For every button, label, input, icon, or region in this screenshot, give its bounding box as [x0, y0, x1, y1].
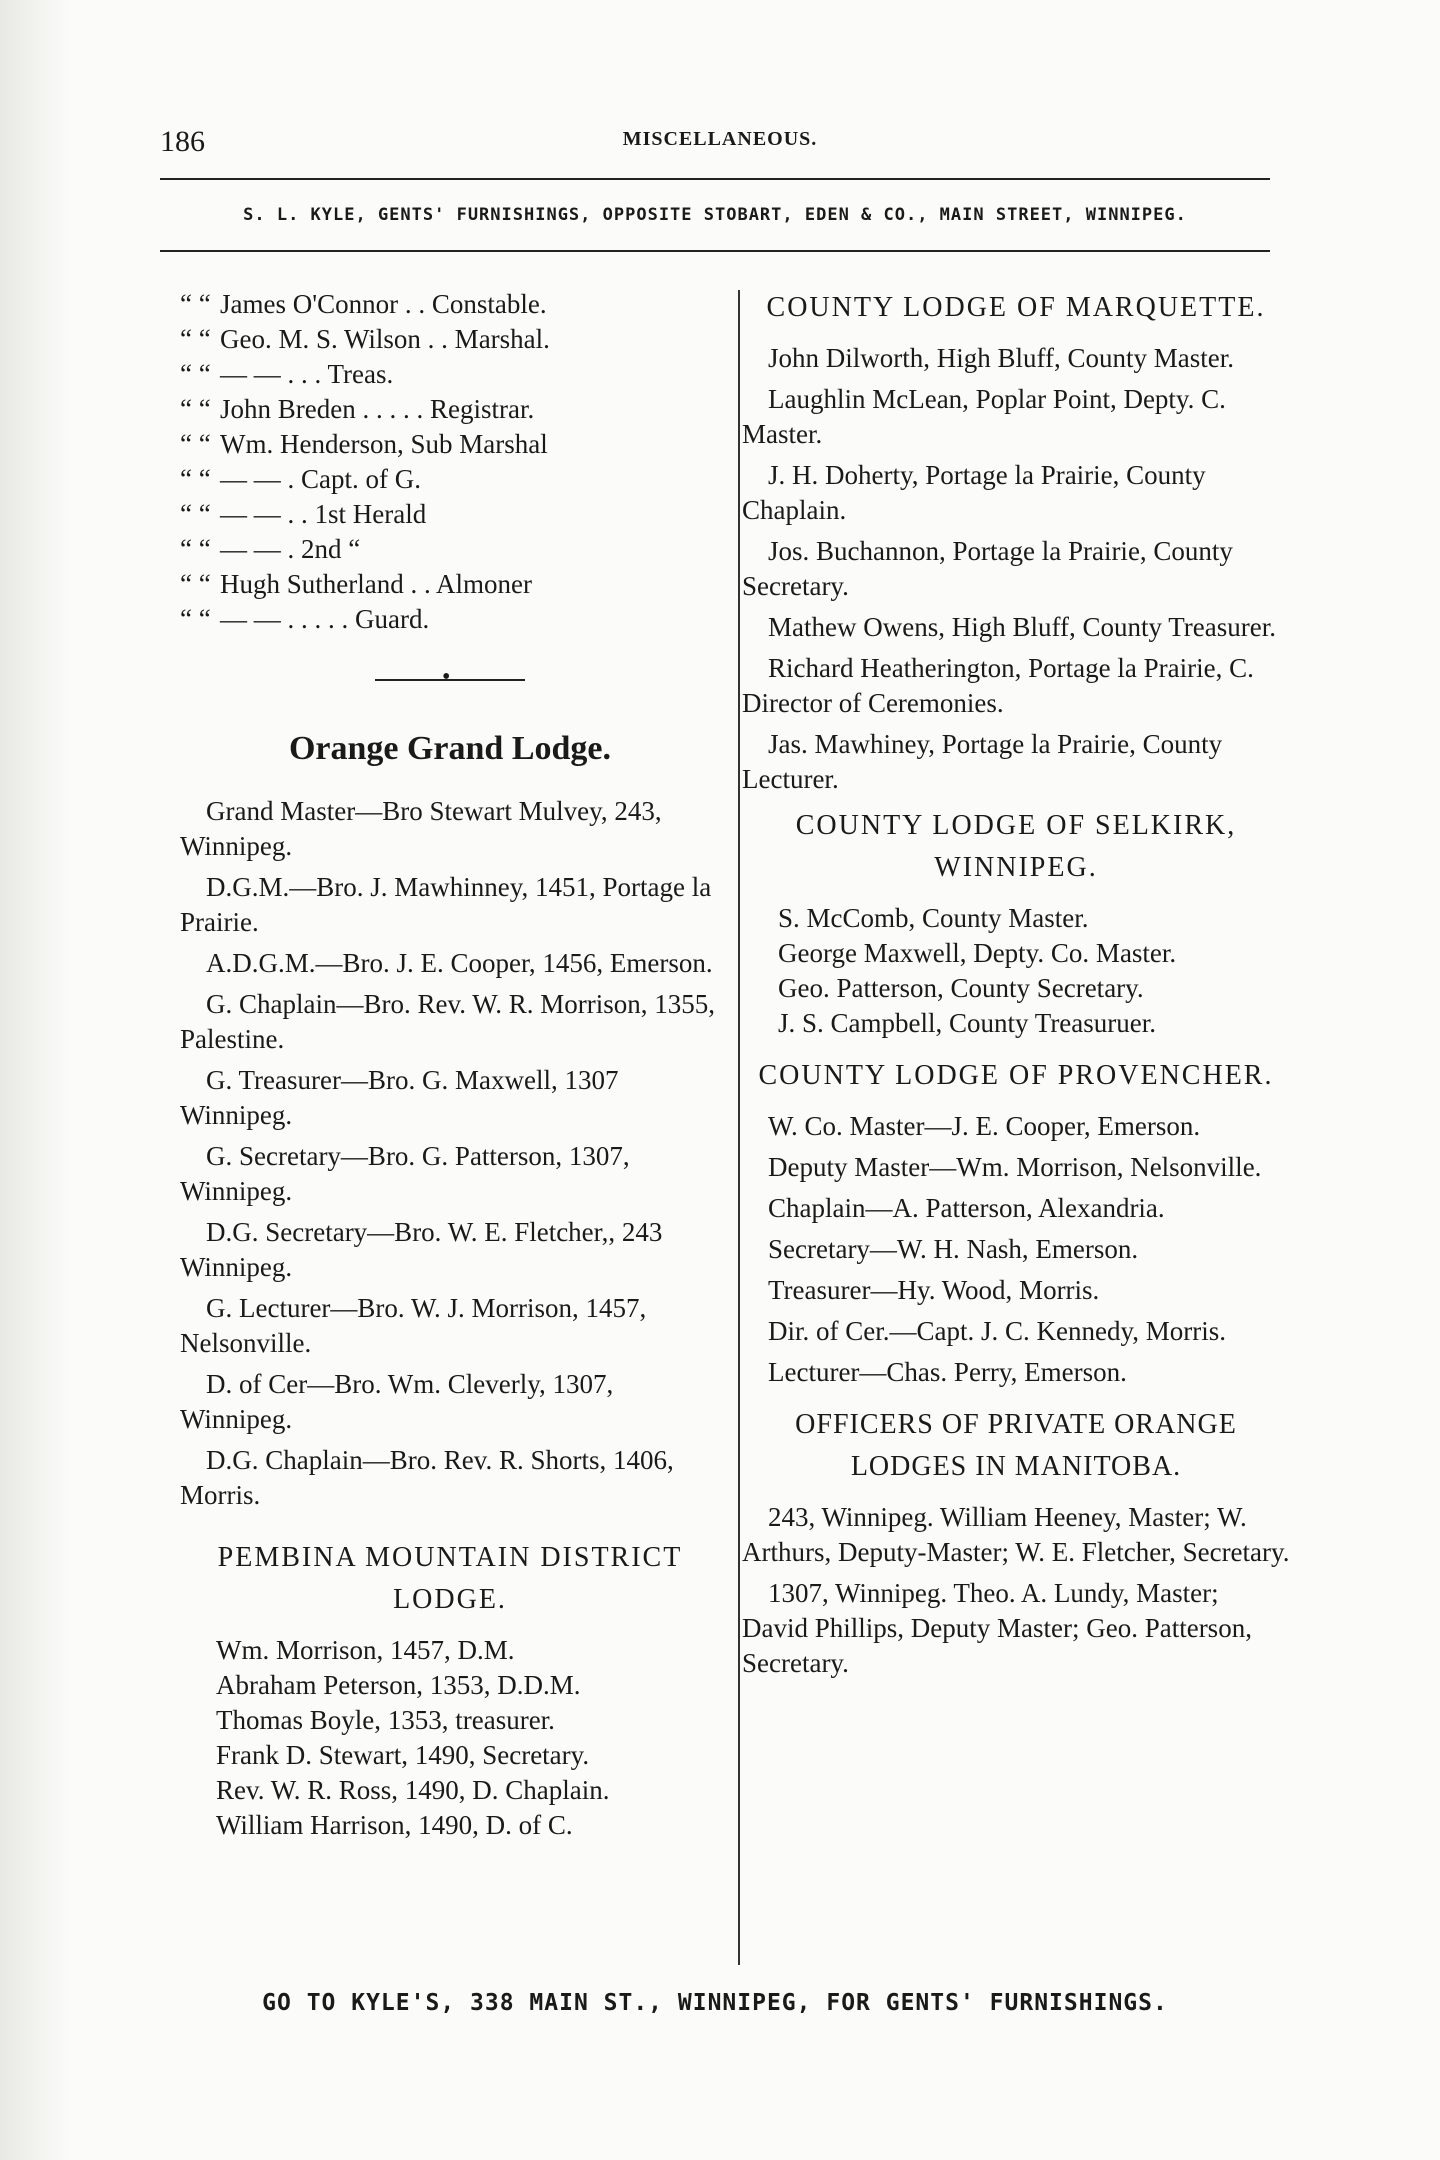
grand-lodge-entry: A.D.G.M.—Bro. J. E. Cooper, 1456, Emerson.	[206, 948, 713, 978]
officer-name: Hugh Sutherland . . Almoner	[220, 569, 532, 599]
marquette-list	[742, 341, 1290, 797]
ditto-mark: “ “	[180, 569, 211, 599]
officer-row	[180, 322, 720, 357]
marquette-entry: Jos. Buchannon, Portage la Prairie, County Secretary.	[742, 536, 1233, 601]
officer-row	[180, 392, 720, 427]
grand-lodge-entry: D.G. Chaplain—Bro. Rev. R. Shorts, 1406, Morris.	[180, 1445, 674, 1510]
provencher-entry: Secretary—W. H. Nash, Emerson.	[768, 1234, 1139, 1264]
ditto-mark: “ “	[180, 534, 211, 564]
section-separator	[375, 679, 525, 701]
provencher-entry: W. Co. Master—J. E. Cooper, Emerson.	[768, 1111, 1201, 1141]
marquette-entry: Mathew Owens, High Bluff, County Treasurer.	[768, 612, 1276, 642]
selkirk-entry: S. McComb, County Master.	[778, 903, 1089, 933]
advert-top: S. L. KYLE, GENTS' FURNISHINGS, OPPOSITE STOBART, EDEN & CO., MAIN STREET, WINNIPEG.	[243, 205, 1187, 225]
selkirk-entry: George Maxwell, Depty. Co. Master.	[778, 938, 1177, 968]
page-edge	[0, 0, 70, 2160]
provencher-entry: Lecturer—Chas. Perry, Emerson.	[768, 1357, 1127, 1387]
ditto-mark: “ “	[180, 289, 211, 319]
page-number: 186	[160, 125, 205, 158]
officer-name: — — . 2nd “	[220, 534, 361, 564]
officer-name: — — . Capt. of G.	[220, 464, 421, 494]
grand-lodge-entry: Grand Master—Bro Stewart Mulvey, 243, Winnipeg.	[180, 796, 662, 861]
grand-lodge-entry: G. Chaplain—Bro. Rev. W. R. Morrison, 1355, Palestine.	[180, 989, 715, 1054]
pembina-entry: Rev. W. R. Ross, 1490, D. Chaplain.	[216, 1775, 610, 1805]
provencher-entry: Dir. of Cer.—Capt. J. C. Kennedy, Morris.	[768, 1316, 1226, 1346]
ditto-mark: “ “	[180, 604, 211, 634]
officer-name: — — . . . Treas.	[220, 359, 394, 389]
right-column	[742, 287, 1290, 1687]
officer-row	[180, 287, 720, 322]
pembina-entry: William Harrison, 1490, D. of C.	[216, 1810, 573, 1840]
running-head: MISCELLANEOUS.	[622, 128, 818, 150]
pembina-entry: Wm. Morrison, 1457, D.M.	[216, 1635, 515, 1665]
private-lodges-list	[742, 1500, 1290, 1681]
officer-row	[180, 532, 720, 567]
selkirk-entry: Geo. Patterson, County Secretary.	[778, 973, 1144, 1003]
marquette-heading: COUNTY LODGE OF MARQUETTE.	[766, 292, 1266, 323]
ditto-mark: “ “	[180, 359, 211, 389]
officer-name: Wm. Henderson, Sub Marshal	[220, 429, 548, 459]
provencher-list	[742, 1109, 1290, 1390]
ditto-mark: “ “	[180, 324, 211, 354]
selkirk-heading: COUNTY LODGE OF SELKIRK, WINNIPEG.	[795, 810, 1237, 883]
officer-row	[180, 567, 720, 602]
pembina-entry: Frank D. Stewart, 1490, Secretary.	[216, 1740, 590, 1770]
grand-lodge-entry: G. Secretary—Bro. G. Patterson, 1307, Winnipeg.	[180, 1141, 630, 1206]
selkirk-entry: J. S. Campbell, County Treasuruer.	[778, 1008, 1157, 1038]
pembina-entry: Thomas Boyle, 1353, treasurer.	[216, 1705, 555, 1735]
officer-row	[180, 357, 720, 392]
officer-name: — — . . . . . Guard.	[220, 604, 430, 634]
grand-lodge-heading: Orange Grand Lodge.	[288, 730, 612, 767]
ditto-mark: “ “	[180, 499, 211, 529]
grand-lodge-list	[180, 794, 720, 1513]
officer-row	[180, 427, 720, 462]
grand-lodge-entry: D.G. Secretary—Bro. W. E. Fletcher,, 243 Winnipeg.	[180, 1217, 663, 1282]
advert-rule	[160, 250, 1270, 252]
officer-name: — — . . 1st Herald	[220, 499, 427, 529]
grand-lodge-entry: G. Lecturer—Bro. W. J. Morrison, 1457, Nelsonville.	[180, 1293, 647, 1358]
provencher-entry: Chaplain—A. Patterson, Alexandria.	[768, 1193, 1165, 1223]
grand-lodge-entry: D. of Cer—Bro. Wm. Cleverly, 1307, Winnipeg.	[180, 1369, 614, 1434]
officer-name: James O'Connor . . Constable.	[220, 289, 547, 319]
officer-name: Geo. M. S. Wilson . . Marshal.	[220, 324, 550, 354]
ditto-mark: “ “	[180, 429, 211, 459]
officer-row	[180, 602, 720, 637]
column-divider	[738, 290, 740, 1965]
provencher-entry: Deputy Master—Wm. Morrison, Nelsonville.	[768, 1152, 1262, 1182]
ditto-mark: “ “	[180, 464, 211, 494]
ditto-mark: “ “	[180, 394, 211, 424]
officer-row	[180, 462, 720, 497]
selkirk-list	[742, 901, 1290, 1041]
top-rule	[160, 178, 1270, 180]
officer-list	[180, 287, 720, 637]
private-lodge-entry: 243, Winnipeg. William Heeney, Master; W. Arthurs, Deputy-Master; W. E. Fletcher, Secretary.	[742, 1502, 1290, 1567]
private-lodge-entry: 1307, Winnipeg. Theo. A. Lundy, Master; David Phillips, Deputy Master; Geo. Patterson, Secretary.	[742, 1578, 1252, 1678]
marquette-entry: J. H. Doherty, Portage la Prairie, County Chaplain.	[742, 460, 1206, 525]
grand-lodge-entry: D.G.M.—Bro. J. Mawhinney, 1451, Portage la Prairie.	[180, 872, 712, 937]
marquette-entry: Richard Heatherington, Portage la Prairie, C. Director of Ceremonies.	[742, 653, 1254, 718]
marquette-entry: Jas. Mawhiney, Portage la Prairie, County Lecturer.	[742, 729, 1223, 794]
left-column	[180, 287, 720, 1843]
advert-bottom: GO TO KYLE'S, 338 MAIN ST., WINNIPEG, FOR GENTS' FURNISHINGS.	[262, 1990, 1168, 2016]
private-lodges-heading: OFFICERS OF PRIVATE ORANGE LODGES IN MANITOBA.	[795, 1409, 1237, 1482]
provencher-entry: Treasurer—Hy. Wood, Morris.	[768, 1275, 1100, 1305]
marquette-entry: John Dilworth, High Bluff, County Master.	[768, 343, 1235, 373]
marquette-entry: Laughlin McLean, Poplar Point, Depty. C. Master.	[742, 384, 1226, 449]
pembina-heading: PEMBINA MOUNTAIN DISTRICT LODGE.	[217, 1542, 683, 1615]
provencher-heading: COUNTY LODGE OF PROVENCHER.	[758, 1060, 1274, 1091]
grand-lodge-entry: G. Treasurer—Bro. G. Maxwell, 1307 Winnipeg.	[180, 1065, 619, 1130]
pembina-list	[180, 1633, 720, 1843]
officer-name: John Breden . . . . . Registrar.	[220, 394, 535, 424]
pembina-entry: Abraham Peterson, 1353, D.D.M.	[216, 1670, 581, 1700]
officer-row	[180, 497, 720, 532]
